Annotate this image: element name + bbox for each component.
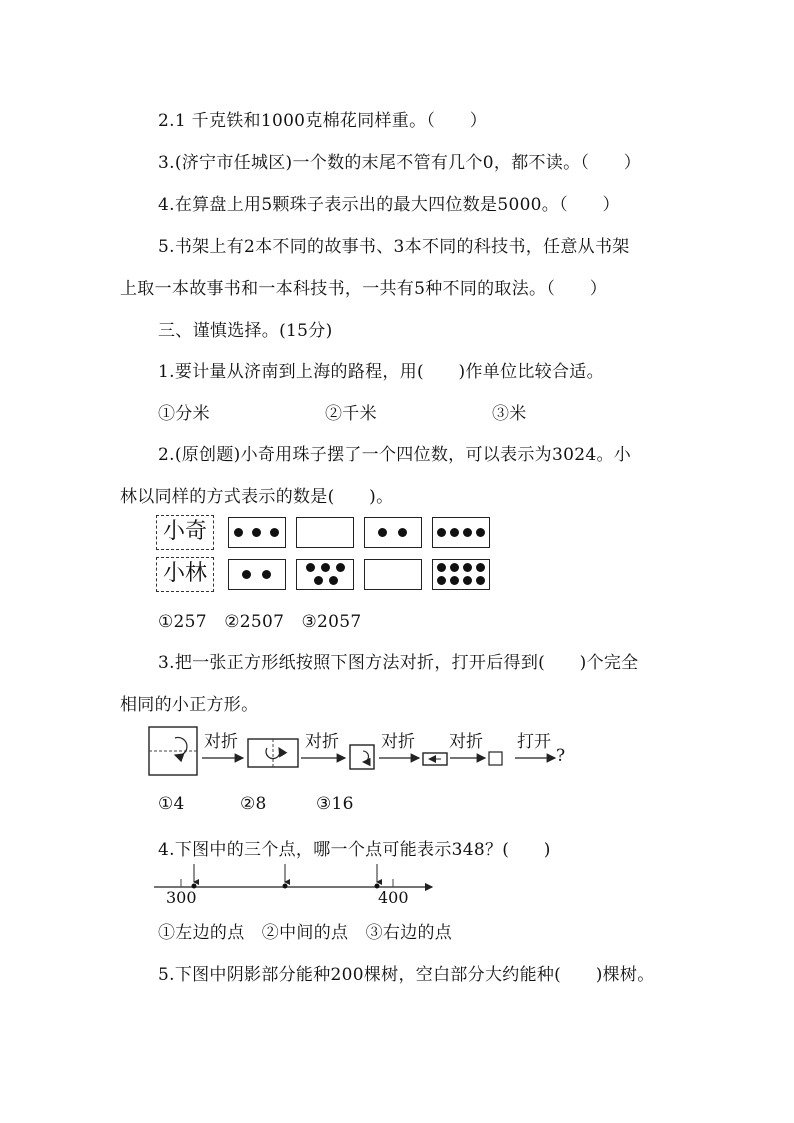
- bead: [314, 576, 323, 585]
- bead: [242, 570, 251, 579]
- judge-q4: 4.在算盘上用5颗珠子表示出的最大四位数是5000。（ ）: [158, 195, 620, 215]
- bead: [437, 563, 446, 572]
- tick-label-300: 300: [166, 888, 197, 907]
- bead-box: [432, 559, 490, 590]
- bead: [336, 563, 345, 572]
- bead: [262, 570, 271, 579]
- choice-q5: 5.下图中阴影部分能种200棵树，空白部分大约能种( )棵树。: [158, 965, 655, 985]
- choice-q1-option-2: ②千米: [325, 404, 377, 424]
- bead-box: [364, 517, 422, 548]
- section-heading: 三、谨慎选择。(15分): [158, 321, 333, 341]
- question-mark: ?: [556, 746, 566, 766]
- bead-box: [296, 559, 354, 590]
- bead: [463, 576, 472, 585]
- bead: [437, 528, 446, 537]
- choice-q4-options: ①左边的点 ②中间的点 ③右边的点: [158, 923, 453, 943]
- choice-q3-option-2: ②8: [240, 794, 267, 814]
- judge-q5-line2: 上取一本故事书和一本科技书，一共有5种不同的取法。（ ）: [120, 279, 608, 299]
- bead: [306, 563, 315, 572]
- fold-label: 对折: [305, 732, 339, 752]
- bead: [450, 576, 459, 585]
- bead-box: [228, 559, 286, 590]
- bead: [270, 528, 279, 537]
- bead: [378, 528, 387, 537]
- bead: [463, 563, 472, 572]
- bead: [476, 528, 485, 537]
- choice-q2-options: ①257 ②2507 ③2057: [158, 612, 362, 632]
- fold-label: 对折: [449, 732, 483, 752]
- open-label: 打开: [517, 732, 551, 752]
- choice-q1: 1.要计量从济南到上海的路程，用( )作单位比较合适。: [158, 362, 604, 382]
- judge-q2: 2.1 千克铁和1000克棉花同样重。（ ）: [158, 111, 488, 131]
- judge-q3: 3.(济宁市任城区)一个数的末尾不管有几个0，都不读。（ ）: [158, 153, 642, 173]
- bead: [398, 528, 407, 537]
- bead: [476, 576, 485, 585]
- choice-q2-line1: 2.(原创题)小奇用珠子摆了一个四位数，可以表示为3024。小: [158, 445, 632, 465]
- bead: [463, 528, 472, 537]
- choice-q3-option-3: ③16: [316, 794, 354, 814]
- choice-q1-option-1: ①分米: [158, 404, 210, 424]
- choice-q3-line1: 3.把一张正方形纸按照下图方法对折，打开后得到( )个完全: [158, 653, 639, 673]
- choice-q4: 4.下图中的三个点，哪一个点可能表示348？( ): [158, 840, 551, 860]
- choice-q2-line2: 林以同样的方式表示的数是( )。: [120, 487, 394, 507]
- choice-q1-option-3: ③米: [492, 404, 527, 424]
- bead: [321, 563, 330, 572]
- bead: [329, 576, 338, 585]
- fold-label: 对折: [381, 732, 415, 752]
- bead: [450, 563, 459, 572]
- row-label-xiaoqi: 小奇: [156, 515, 214, 550]
- bead: [234, 528, 243, 537]
- fold-label: 对折: [204, 732, 238, 752]
- bead-box: [364, 559, 422, 590]
- bead-box: [432, 517, 490, 548]
- tick-label-400: 400: [378, 888, 409, 907]
- row-label-xiaolin: 小林: [156, 557, 214, 592]
- bead-box: [296, 517, 354, 548]
- judge-q5-line1: 5.书架上有2本不同的故事书、3本不同的科技书，任意从书架: [158, 237, 630, 257]
- bead: [252, 528, 261, 537]
- choice-q3-line2: 相同的小正方形。: [120, 695, 259, 715]
- bead: [476, 563, 485, 572]
- bead: [437, 576, 446, 585]
- choice-q3-option-1: ①4: [158, 794, 185, 814]
- bead-box: [228, 517, 286, 548]
- bead: [450, 528, 459, 537]
